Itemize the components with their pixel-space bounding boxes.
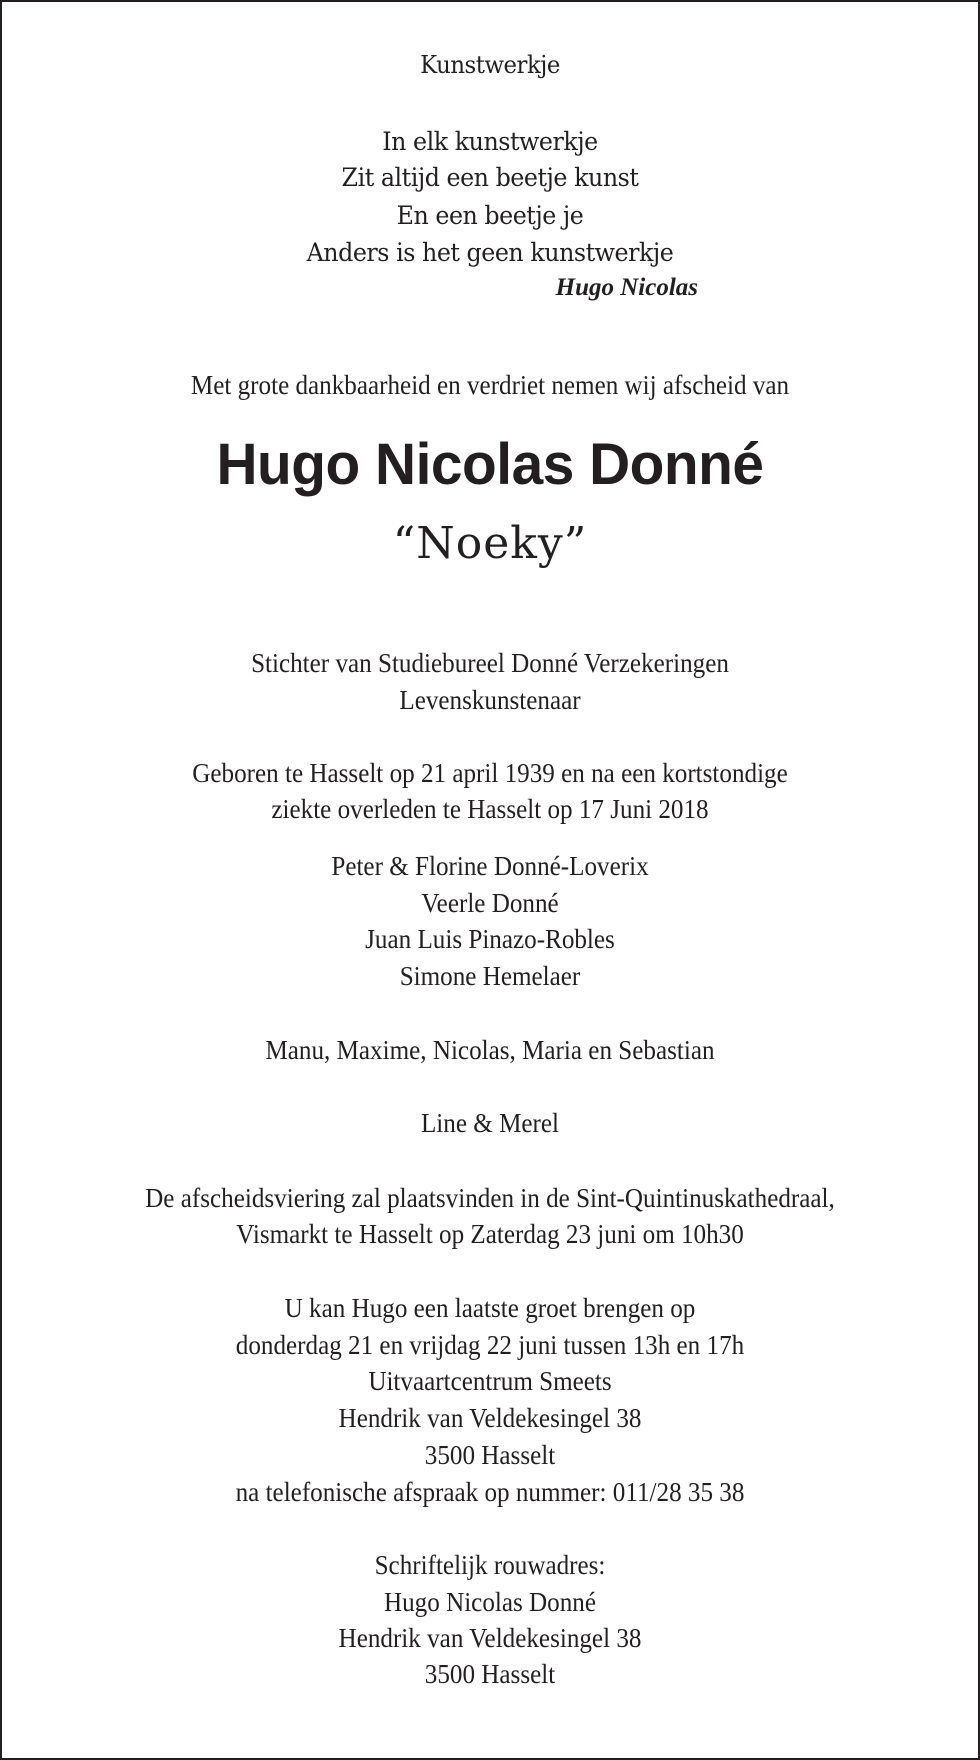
visitation-line: U kan Hugo een laatste groet brengen op [284, 1293, 696, 1323]
ceremony-line: De afscheidsviering zal plaatsvinden in de Sint-Quintinuskathedraal, [145, 1183, 835, 1213]
mourning-address-line: 3500 Hasselt [424, 1659, 556, 1689]
deceased-name: Hugo Nicolas Donné [216, 432, 764, 497]
visitation-line: Uitvaartcentrum Smeets [368, 1366, 612, 1396]
title-line: Levenskunstenaar [399, 685, 581, 715]
poem-line: Anders is het geen kunstwerkje [306, 238, 674, 267]
life-line: Geboren te Hasselt op 21 april 1939 en na een kortstondige [192, 758, 788, 788]
deceased-nickname: “Noeky” [392, 518, 588, 569]
family-child: Peter & Florine Donné-Loverix [331, 851, 649, 881]
intro-text: Met grote dankbaarheid en verdriet nemen wij afscheid van [190, 370, 790, 400]
poem-line: En een beetje je [396, 201, 584, 230]
poem-title: Kunstwerkje [420, 51, 560, 79]
poem-line: In elk kunstwerkje [382, 127, 598, 156]
poem-line: Zit altijd een beetje kunst [341, 163, 639, 192]
family-great-grandchildren: Line & Merel [420, 1108, 560, 1138]
poem-author: Hugo Nicolas [555, 274, 698, 301]
family-child: Veerle Donné [421, 888, 559, 918]
ceremony-line: Vismarkt te Hasselt op Zaterdag 23 juni om 10h30 [236, 1219, 744, 1249]
visitation-line: 3500 Hasselt [424, 1440, 556, 1470]
family-child: Juan Luis Pinazo-Robles [365, 924, 615, 954]
mourning-address-line: Hendrik van Veldekesingel 38 [338, 1623, 642, 1653]
mourning-address-line: Hugo Nicolas Donné [383, 1587, 597, 1617]
title-line: Stichter van Studiebureel Donné Verzekeringen [251, 648, 729, 678]
visitation-phone-line: na telefonische afspraak op nummer: 011/28 35 38 [235, 1477, 745, 1507]
family-child: Simone Hemelaer [399, 961, 581, 991]
family-grandchildren: Manu, Maxime, Nicolas, Maria en Sebastian [265, 1035, 715, 1065]
mourning-address-label: Schriftelijk rouwadres: [374, 1550, 606, 1580]
life-line: ziekte overleden te Hasselt op 17 Juni 2018 [271, 794, 709, 824]
visitation-line: donderdag 21 en vrijdag 22 juni tussen 13h en 17h [235, 1330, 745, 1360]
visitation-line: Hendrik van Veldekesingel 38 [338, 1403, 642, 1433]
